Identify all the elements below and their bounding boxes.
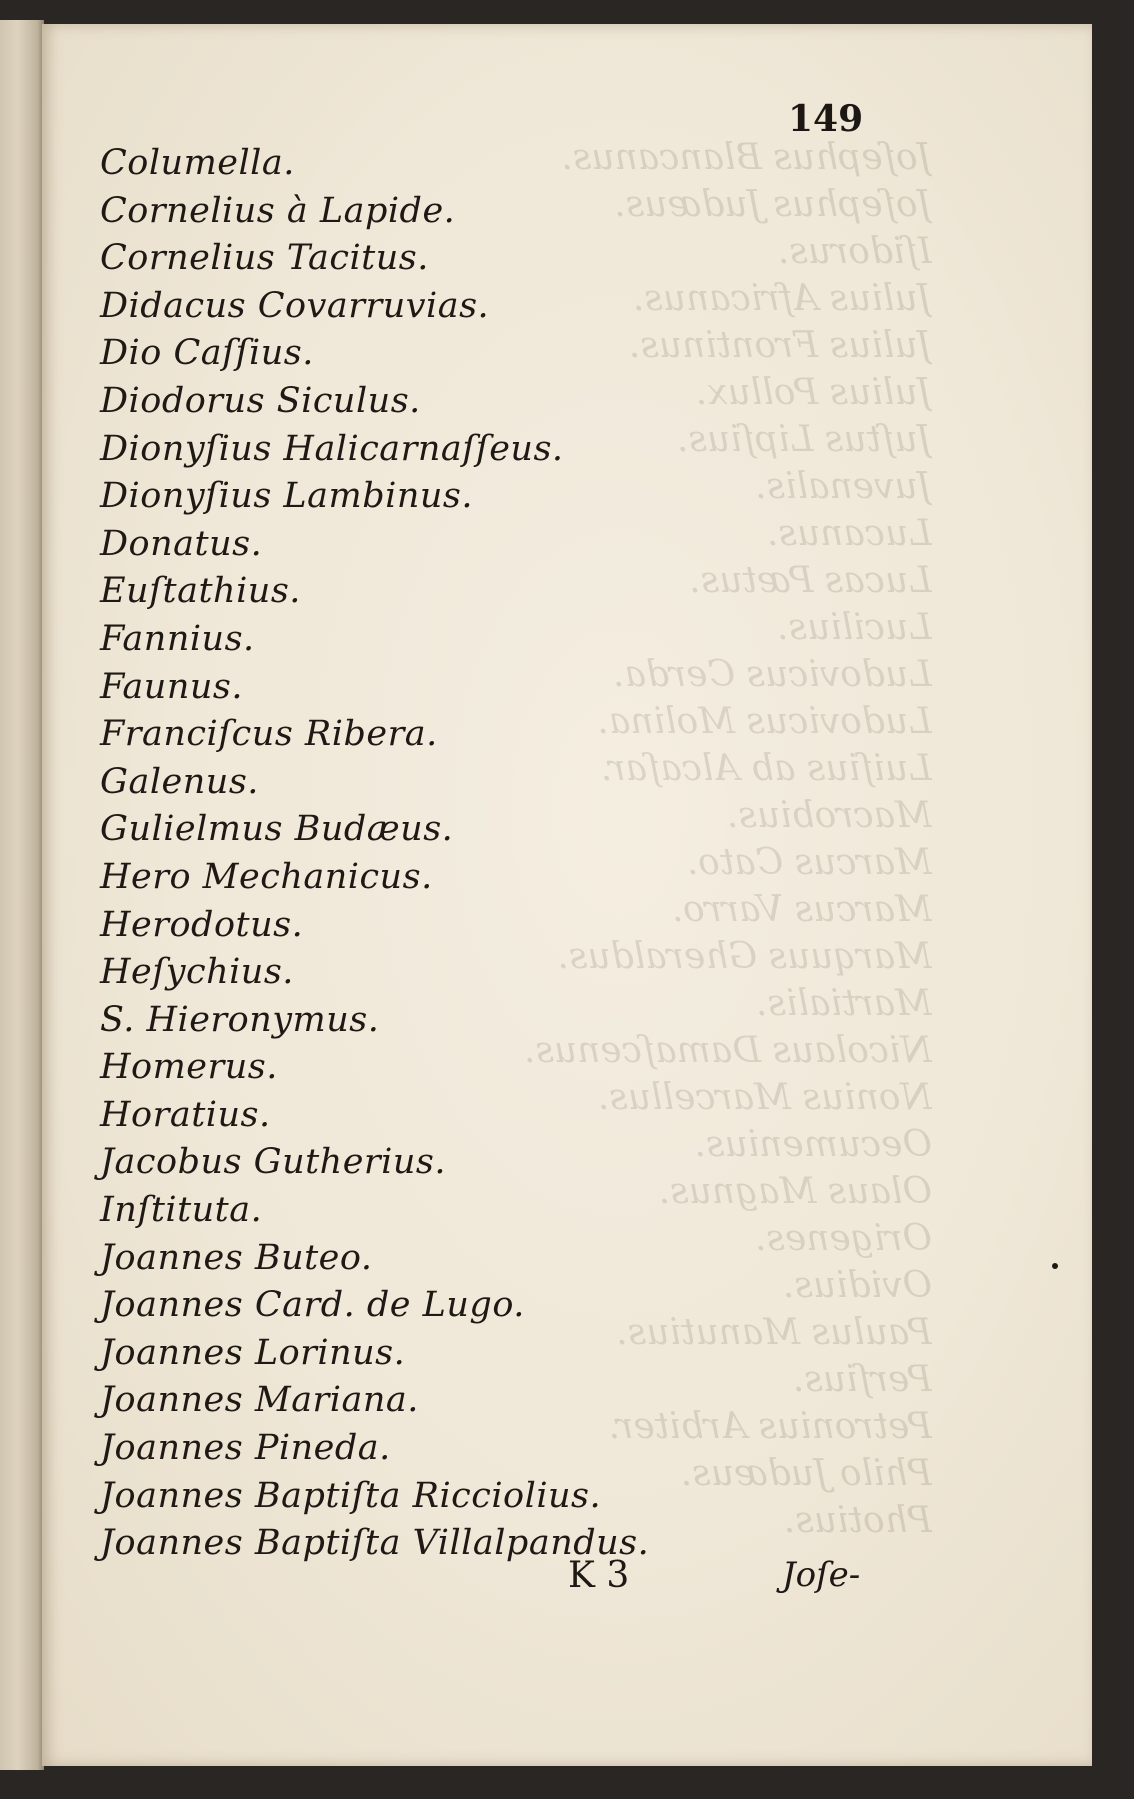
list-item: Inſtituta. [100,1190,263,1231]
list-item: Horatius. [100,1094,271,1135]
list-item: Hero Mechanicus. [100,856,433,897]
book-left-edge [0,20,44,1770]
list-item: Joannes Buteo. [100,1237,373,1278]
list-item: Donatus. [100,523,263,564]
show-through-text: Joſephus Blancanus. Joſephus Judæus. Iſidorus. Julius Africanus. Julius Frontinus. Julius Pollux. Juſtus Lipſius. Juvenalis. Lucanus. Lucas Pætus. Lucilius. Ludovicus Cerda. Ludovicus Molina. Luiſius ab Alcaſar. Macrobius. Marcus Cato. Marcus Varro. Marquus Gheraldus. Martialis. Nicolaus Damaſcenus. Nonius Marcellus. Oecumenius. Olaus Magnus. Origenes. Ovidius. Paulus Manutius. Perſius. Petronius Arbiter. Philo Judæus. Photius. [524,137,932,1541]
list-item: Columella. [100,143,295,183]
list-item: Faunus. [100,666,243,707]
list-item: Dio Caſſius. [100,333,314,374]
list-item: Cornelius à Lapide. [100,190,456,231]
list-item: Dionyſius Halicarnaſſeus. [100,428,564,469]
page-number: 149 [788,98,864,140]
list-item: Joannes Mariana. [100,1380,419,1421]
author-list [100,140,649,1568]
list-item: Cornelius Tacitus. [100,238,429,279]
list-item: Joannes Baptiſta Ricciolius. [100,1475,602,1516]
ink-speck [1052,1263,1058,1269]
list-item: Homerus. [100,1047,278,1088]
list-item: Herodotus. [100,904,304,945]
list-item: Galenus. [100,761,259,802]
list-item: S. Hieronymus. [100,999,380,1040]
list-item: Heſychius. [100,952,294,993]
catchword: Joſe- [782,1555,861,1595]
list-item: Jacobus Gutherius. [100,1142,446,1183]
signature-mark: K 3 [568,1555,630,1596]
list-item: Joannes Card. de Lugo. [100,1285,525,1326]
list-item: Joannes Baptiſta Villalpandus. [100,1523,650,1564]
list-item: Diodorus Siculus. [100,380,421,421]
list-item: Dionyſius Lambinus. [100,476,473,517]
list-item: Didacus Covarruvias. [100,285,490,326]
list-item: Fannius. [100,618,255,659]
list-item: Joannes Lorinus. [100,1332,406,1373]
list-item: Gulielmus Budæus. [100,809,454,850]
list-item: Franciſcus Ribera. [100,714,438,755]
list-item: Euſtathius. [100,571,301,612]
list-item: Joannes Pineda. [100,1428,391,1469]
